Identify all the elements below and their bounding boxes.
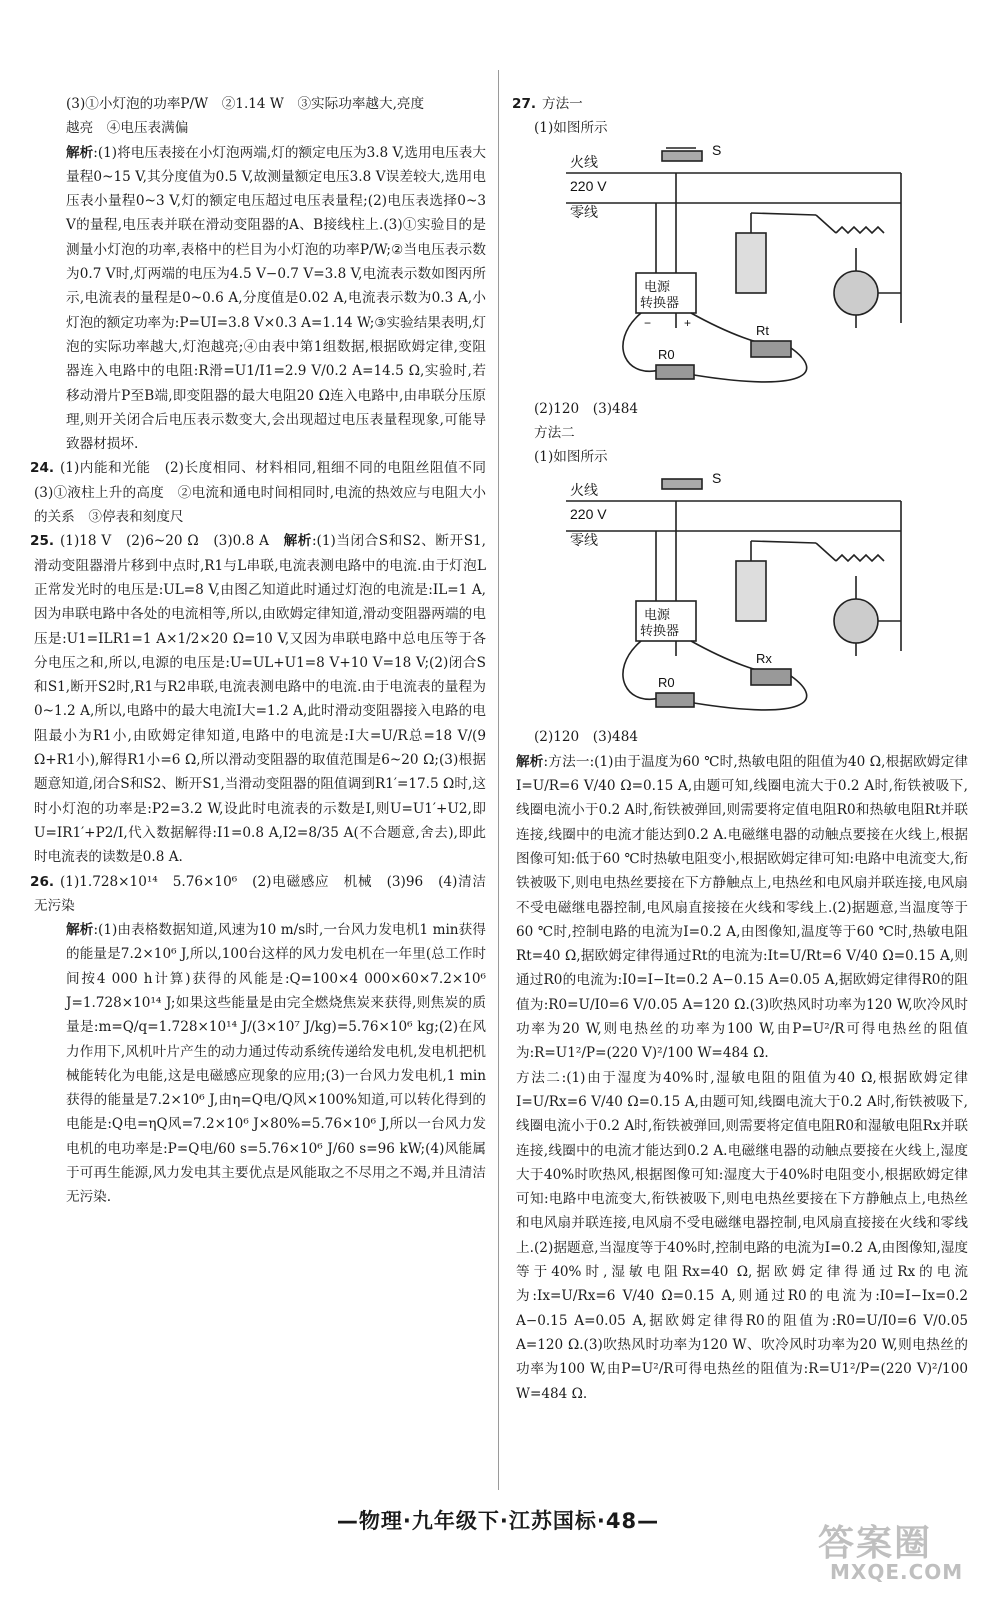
q27-header	[512, 92, 968, 116]
jiexi-label: 解析	[66, 922, 94, 939]
label-neutral: 零线	[570, 203, 598, 220]
q27-explanation-1	[516, 750, 968, 1066]
q24-number: 24.	[30, 460, 55, 477]
label-minus: −	[644, 315, 652, 330]
right-column	[512, 92, 969, 1406]
circuit-svg-1	[566, 143, 926, 393]
q25-answers: (1)18 V (2)6~20 Ω (3)0.8 A	[60, 533, 284, 550]
label-converter-1: 电源	[644, 278, 671, 294]
watermark-line1: 答案圈	[818, 1523, 933, 1564]
method2-label: 方法二	[534, 424, 575, 441]
q27-number: 27.	[512, 96, 537, 112]
q24-text: (1)内能和光能 (2)长度相同、材料相同,粗细不同的电阻丝阻值不同 (3)①液柱上升的高度 ②电流和通电时间相同时,电流的热效应与电阻大小的关系 ③停表和刻度尺	[34, 460, 500, 526]
label-fire: 火线	[570, 153, 598, 170]
jiexi-label: 解析	[516, 753, 544, 770]
column-divider	[498, 70, 499, 1490]
q26-number: 26.	[30, 873, 55, 890]
label-rt: Rt	[756, 322, 769, 338]
jiexi-label: 解析	[283, 533, 312, 550]
label-r0-2: R0	[658, 675, 675, 691]
method2-answers: (2)120 (3)484	[534, 729, 638, 746]
label-converter-2: 转换器	[640, 294, 680, 310]
q27-jiexi-1: :方法一:(1)由于温度为60 ℃时,热敏电阻的阻值为40 Ω,根据欧姆定律I=U/R=6 V/40 Ω=0.15 A,由题可知,线圈电流大于0.2 A时,衔铁被吸下,线圈电流小于0.2 A时,衔铁被弹回,则需要将定值电阻R0和热敏电阻Rt并联连接,线圈中的电流才能达到0.2 A.电磁继电器的动触点要接在火线上,根据图像可知:低于60 ℃时热敏电阻变小,根据欧姆定律可知:电路中电流变大,衔铁被吸下,则电电热丝要接在下方静触点上,电热丝和电风扇并联连接,电风扇不受电磁继电器控制,电风扇直接接在火线和零线上.(2)据题意,当温度等于60 ℃时,控制电路的电流为I=0.2 A,由图像知,温度等于60 ℃时,热敏电阻Rt=40 Ω,据欧姆定律得通过Rt的电流为:It=U/Rt=6 V/40 Ω=0.15 A,则通过R0的电流为:I0=I−It=0.2 A−0.15 A=0.05 A,据欧姆定律得R0的阻值为:R0=U/I0=6 V/0.05 A=120 Ω.(3)吹热风时功率为120 W,吹冷风时功率为20 W,则电热丝的功率为100 W,由P=U²/R可得电热丝的阻值为:R=U1²/P=(220 V)²/100 W=484 Ω.	[516, 753, 969, 1062]
q26-jiexi-text: :(1)由表格数据知道,风速为10 m/s时,一台风力发电机1 min获得的能量是7.2×10⁶ J,所以,100台这样的风力发电机在一年里(总工作时间按4 000 h计算)获得的风能是:Q=100×4 000×60×7.2×10⁶ J=1.728×10¹⁴ J;如果这些能量是由完全燃烧焦炭来获得,则焦炭的质量是:m=Q/q=1.728×10¹⁴ J/(3×10⁷ J/kg)=5.76×10⁶ kg;(2)在风力作用下,风机叶片产生的动力通过传动系统传递给发电机,发电机把机械能转化为电能,这是电磁感应现象的应用;(3)一台风力发电机,1 min获得的能量是7.2×10⁶ J,由η=Q电/Q风×100%知道,可以转化得到的电能是:Q电=ηQ风=7.2×10⁶ J×80%=5.76×10⁶ J,所以一台风力发电机的电功率是:P=Q电/60 s=5.76×10⁶ J/60 s=96 kW;(4)风能属于可再生能源,风力发电其主要优点是风能取之不尽用之不竭,并且清洁无污染.	[66, 922, 486, 1206]
q26-answers: (1)1.728×10¹⁴ 5.76×10⁶ (2)电磁感应 机械 (3)96 (4)清洁无污染	[34, 873, 486, 914]
q23-explanation	[34, 141, 486, 457]
method1-label: 方法一	[542, 96, 583, 112]
label-voltage: 220 V	[570, 177, 607, 194]
left-column	[30, 92, 500, 1210]
jiexi-label: 解析	[66, 144, 94, 161]
q26-explanation	[34, 918, 486, 1210]
circuit-diagram-1	[566, 143, 926, 393]
page-footer: —物理·九年级下·江苏国标·48—	[336, 1509, 660, 1533]
q25-number: 25.	[30, 533, 55, 550]
q23-answer-line1: (3)①小灯泡的功率P/W ②1.14 W ③实际功率越大,亮度	[66, 96, 425, 112]
q24	[30, 456, 500, 529]
q23-jiexi-text: :(1)将电压表接在小灯泡两端,灯的额定电压为3.8 V,选用电压表大量程0~15 V,其分度值为0.5 V,故测量额定电压3.8 V误差较大,选用电压表小量程0~3 V,灯的额定电压超过电压表量程;(2)电压表选择0~3 V的量程,电压表并联在滑动变阻器的A、B接线柱上.(3)①实验目的是测量小灯泡的功率,表格中的栏目为小灯泡的功率P/W;②当电压表示数为0.7 V时,灯两端的电压为4.5 V−0.7 V=3.8 V,电流表示数如图丙所示,电流表的量程是0~0.6 A,分度值是0.02 A,电流表示数为0.3 A,小灯泡的额定功率为:P=UI=3.8 V×0.3 A=1.14 W;③实验结果表明,灯泡的实际功率越大,灯泡越亮;④由表中第1组数据,根据欧姆定律,变阻器连入电路中的电阻:R滑=U1/I1=2.9 V/0.2 A=14.5 Ω,实验时,若移动滑片P至B端,即变阻器的最大电阻20 Ω连入电路中,由串联分压原理,则开关闭合后电压表示数变大,会出现超过电压表量程现象,可能导致器材损坏.	[66, 144, 487, 453]
label-rx: Rx	[756, 651, 772, 667]
q26	[30, 870, 486, 919]
label-r0: R0	[658, 346, 675, 362]
watermark-line2: MXQE.COM	[830, 1560, 964, 1584]
label-converter-1b: 电源	[644, 607, 671, 623]
q25-jiexi-text: :(1)当闭合S和S2、断开S1,滑动变阻器滑片移到中点时,R1与L串联,电流表测电路中的电流.由于灯泡L正常发光时的电压是:UL=8 V,由图乙知道此时通过灯泡的电流是:IL=1 A,因为串联电路中各处的电流相等,所以,由欧姆定律知道,滑动变阻器两端的电压是:U1=ILR1=1 A×1/2×20 Ω=10 V,又因为串联电路中总电压等于各分电压之和,所以,电源的电压是:U=UL+U1=8 V+10 V=18 V;(2)闭合S和S1,断开S2时,R1与R2串联,电流表测电路中的电流.由于电流表的量程为0~1.2 A,所以,电路中的最大电流I大=1.2 A,此时滑动变阻器接入电路的电阻最小为R1小,由欧姆定律知道,电路中的电流是:I大=U/R总=18 V/(9 Ω+R1小),解得R1小=6 Ω,所以滑动变阻器的取值范围是6~20 Ω;(3)根据题意知道,闭合S和S2、断开S1,当滑动变阻器的阻值调到R1′=17.5 Ω时,这时小灯泡的功率是:P2=3.2 W,设此时电流表的示数是I,则U=U1′+U2,即U=IR1′+P2/I,代入数据解得:I1=0.8 A,I2=8/35 A(不合题意,舍去),即此时电流表的读数是0.8 A.	[34, 533, 486, 866]
watermark-logo	[818, 1515, 978, 1595]
label-plus: +	[684, 315, 692, 330]
label-converter-2b: 转换器	[640, 623, 680, 639]
label-switch: S	[712, 142, 722, 158]
q25	[30, 529, 486, 869]
fig2-caption: (1)如图所示	[534, 449, 608, 466]
label-voltage-2: 220 V	[570, 506, 607, 523]
method1-answers: (2)120 (3)484	[534, 400, 638, 417]
label-neutral-2: 零线	[570, 532, 598, 549]
circuit-svg-2	[566, 471, 926, 721]
q27-explanation-2: 方法二:(1)由于湿度为40%时,湿敏电阻的阻值为40 Ω,根据欧姆定律I=U/Rx=6 V/40 Ω=0.15 A,由题可知,线圈电流大于0.2 A时,衔铁被吸下,线圈电流小于0.2 A时,衔铁被弹回,则需要将定值电阻R0和湿敏电阻Rx并联连接,线圈中的电流才能达到0.2 A.电磁继电器的动触点要接在火线上,湿度大于40%时吹热风,根据图像可知:湿度大于40%时电阻变小,根据欧姆定律可知:电路中电流变大,衔铁被吸下,则电电热丝要接在下方静触点上,电热丝和电风扇并联连接,电风扇不受电磁继电器控制,电风扇直接接在火线和零线上.(2)据题意,当湿度等于40%时,控制电路的电流为I=0.2 A,由图像知,湿度等于40%时,湿敏电阻Rx=40 Ω,据欧姆定律得通过Rx的电流为:Ix=U/Rx=6 V/40 Ω=0.15 A,则通过R0的电流为:I0=I−Ix=0.2 A−0.15 A=0.05 A,据欧姆定律得R0的阻值为:R0=U/I0=6 V/0.05 A=120 Ω.(3)吹热风时功率为120 W、吹冷风时功率为20 W,则电热丝的功率为100 W,由P=U²/R可得电热丝的阻值为:R=U1²/P=(220 V)²/100 W=484 Ω.	[516, 1069, 968, 1402]
circuit-diagram-2	[566, 471, 926, 721]
q23-answer-line2: 越亮 ④电压表满偏	[66, 120, 189, 137]
label-switch-2: S	[712, 471, 722, 487]
fig1-caption: (1)如图所示	[534, 120, 608, 137]
label-fire-2: 火线	[570, 482, 598, 499]
